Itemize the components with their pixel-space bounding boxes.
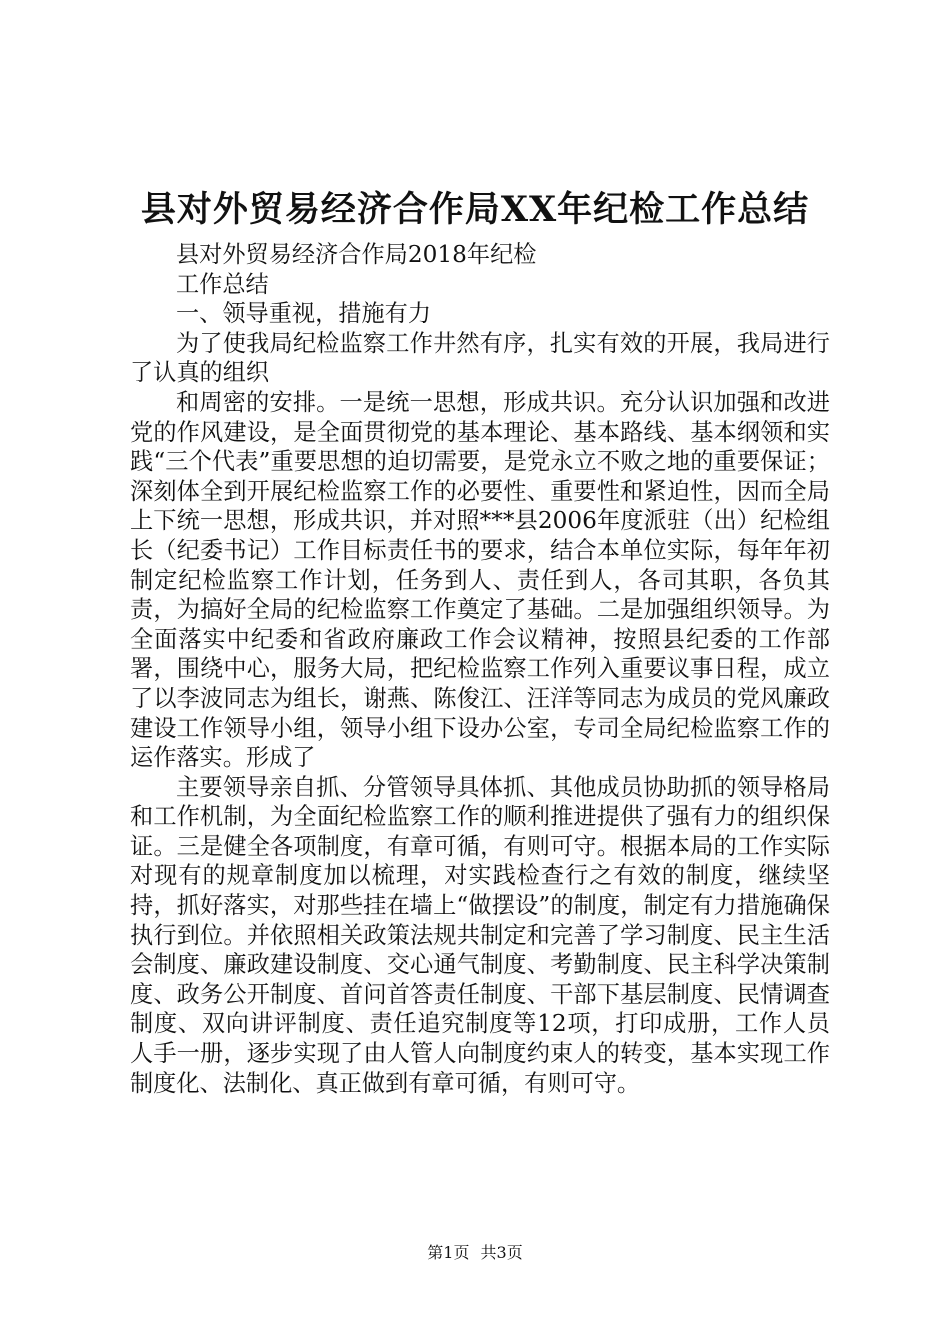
page-number: 第1页 xyxy=(427,1243,470,1262)
paragraph-subtitle-line-2: 工作总结 xyxy=(176,270,269,298)
page-total: 共3页 xyxy=(480,1243,523,1262)
page-footer xyxy=(0,1242,950,1264)
paragraph-subtitle-line-1: 县对外贸易经济合作局2018年纪检 xyxy=(176,241,537,268)
section-heading-1: 一、领导重视，措施有力 xyxy=(176,300,432,328)
paragraph-intro: 为了使我局纪检监察工作井然有序，扎实有效的开展，我局进行了认真的组织 xyxy=(130,329,830,387)
document-body xyxy=(130,240,830,1098)
document-title: 县对外贸易经济合作局XX年纪检工作总结 xyxy=(140,189,810,230)
paragraph-body-2: 主要领导亲自抓、分管领导具体抓、其他成员协助抓的领导格局和工作机制，为全面纪检监察工作的顺利推进提供了强有力的组织保证。三是健全各项制度，有章可循，有则可守。根据本局的工作实际对现有的规章制度加以梳理，对实践检查行之有效的制度，继续坚持，抓好落实，对那些挂在墙上“做摆设”的制度，制定有力措施确保执行到位。并依照相关政策法规共制定和完善了学习制度、民主生活会制度、廉政建设制度、交心通气制度、考勤制度、民主科学决策制度、政务公开制度、首问首答责任制度、干部下基层制度、民情调查制度、双向讲评制度、责任追究制度等12项，打印成册，工作人员人手一册，逐步实现了由人管人向制度约束人的转变，基本实现工作制度化、法制化、真正做到有章可循，有则可守。 xyxy=(130,773,830,1097)
paragraph-body-1: 和周密的安排。一是统一思想，形成共识。充分认识加强和改进党的作风建设，是全面贯彻党的基本理论、基本路线、基本纲领和实践“三个代表”重要思想的迫切需要，是党永立不败之地的重要保证；深刻体全到开展纪检监察工作的必要性、重要性和紧迫性，因而全局上下统一思想，形成共识，并对照***县2006年度派驻（出）纪检组长（纪委书记）工作目标责任书的要求，结合本单位实际，每年年初制定纪检监察工作计划，任务到人、责任到人，各司其职，各负其责，为搞好全局的纪检监察工作奠定了基础。二是加强组织领导。为全面落实中纪委和省政府廉政工作会议精神，按照县纪委的工作部署，围绕中心，服务大局，把纪检监察工作列入重要议事日程，成立了以李波同志为组长，谢燕、陈俊江、汪洋等同志为成员的党风廉政建设工作领导小组，领导小组下设办公室，专司全局纪检监察工作的运作落实。形成了 xyxy=(130,388,830,772)
